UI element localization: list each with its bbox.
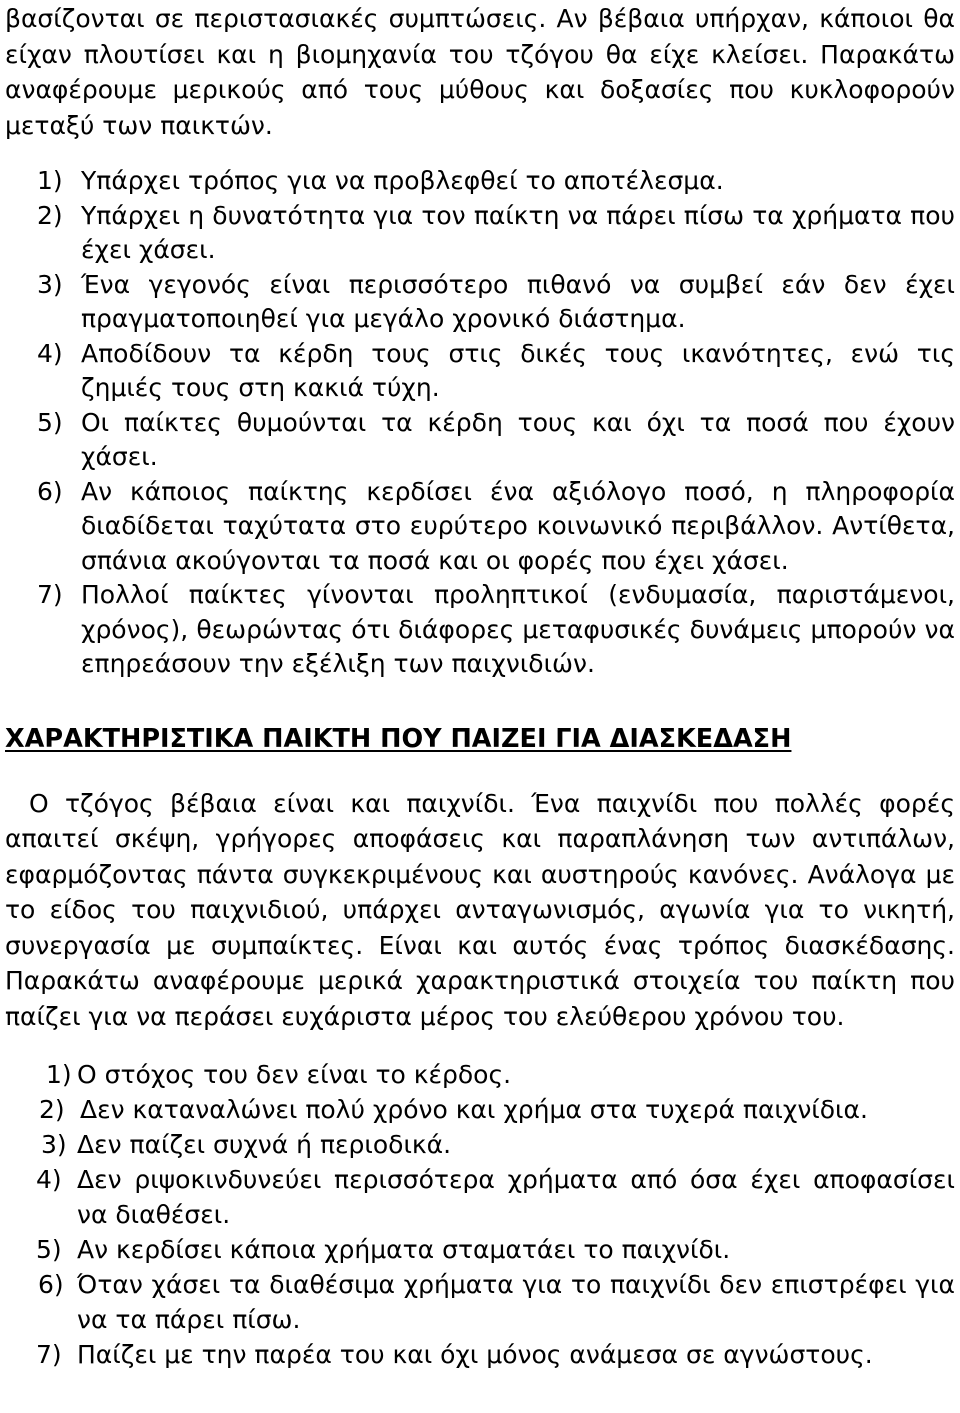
item-text: Αποδίδουν τα κέρδη τους στις δικές τους ικανότητες, ενώ τις ζημιές τους στη κακιά τύχη. [81,338,955,402]
item-text: Δεν παίζει συχνά ή περιοδικά. [77,1129,452,1159]
list-item [37,337,955,406]
list-item [5,1127,955,1162]
list-item [37,164,955,199]
item-number: 4) [37,338,63,368]
list-item [5,1337,955,1372]
intro-paragraph: βασίζονται σε περιστασιακές συμπτώσεις. Αν βέβαια υπήρχαν, κάποιοι θα είχαν πλουτίσει και η βιομηχανία του τζόγου θα είχε κλείσει. Παρακάτω αναφέρουμε μερικούς από τους μύθους και δοξασίες που κυκλοφορούν μεταξύ των παικτών. [5,4,955,140]
item-number: 4) [36,1164,62,1194]
item-number: 6) [37,476,63,506]
section-heading: ΧΑΡΑΚΤΗΡΙΣΤΙΚΑ ΠΑΙΚΤΗ ΠΟΥ ΠΑΙΖΕΙ ΓΙΑ ΔΙΑΣΚΕΔΑΣΗ [5,723,792,754]
item-text: Αν κερδίσει κάποια χρήματα σταματάει το παιχνίδι. [77,1234,731,1264]
traits-list [5,1057,955,1372]
section-body-paragraph: Ο τζόγος βέβαια είναι και παιχνίδι. Ένα παιχνίδι που πολλές φορές απαιτεί σκέψη, γρήγορες αποφάσεις και παραπλάνηση των αντιπάλων, εφαρμόζοντας πάντα συγκεκριμένους και αυστηρούς κανόνες. Ανάλογα με το είδος του παιχνιδιού, υπάρχει ανταγωνισμός, αγωνία για το νικητή, συνεργασία με συμπαίκτες. Είναι και αυτός ένας τρόπος διασκέδασης. Παρακάτω αναφέρουμε μερικά χαρακτηριστικά στοιχεία του παίκτη που παίζει για να περάσει ευχάριστα μέρος του ελεύθερου χρόνου του. [5,788,955,1032]
item-text: Ένα γεγονός είναι περισσότερο πιθανό να συμβεί εάν δεν έχει πραγματοποιηθεί για μεγάλο χρονικό διάστημα. [81,269,955,333]
list-item [37,406,955,475]
item-text: Παίζει με την παρέα του και όχι μόνος ανάμεσα σε αγνώστους. [77,1339,873,1369]
document-page [5,0,955,1372]
item-number: 5) [37,407,63,437]
item-text: Αν κάποιος παίκτης κερδίσει ένα αξιόλογο ποσό, η πληροφορία διαδίδεται ταχύτατα στο ευρύτερο κοινωνικό περιβάλλον. Αντίθετα, σπάνια ακούγονται τα ποσά και οι φορές που έχει χάσει. [81,476,955,575]
list-item [5,1267,955,1337]
item-number: 7) [37,580,63,609]
item-text: Δεν καταναλώνει πολύ χρόνο και χρήμα στα τυχερά παιχνίδια. [80,1094,868,1124]
item-text: Πολλοί παίκτες γίνονται προληπτικοί (ενδυμασία, παριστάμενοι, χρόνος), θεωρώντας ότι διάφορες μεταφυσικές δυνάμεις μπορούν να επηρεάσουν την εξέλιξη των παιχνιδιών. [81,580,955,678]
item-number: 3) [37,269,63,299]
item-text: Οι παίκτες θυμούνται τα κέρδη τους και όχι τα ποσά που έχουν χάσει. [81,407,955,471]
myths-list [37,164,955,682]
item-number: 1) [46,1059,72,1089]
item-text: Όταν χάσει τα διαθέσιμα χρήματα για το παιχνίδι δεν επιστρέφει για να τα πάρει πίσω. [77,1269,955,1334]
item-number: 6) [38,1269,64,1299]
item-number: 7) [36,1339,62,1369]
list-item [37,578,955,682]
item-number: 2) [37,200,63,230]
list-item [37,199,955,268]
item-text: Υπάρχει η δυνατότητα για τον παίκτη να πάρει πίσω τα χρήματα που έχει χάσει. [81,200,955,264]
list-item [5,1232,955,1267]
item-text: Δεν ριψοκινδυνεύει περισσότερα χρήματα από όσα έχει αποφασίσει να διαθέσει. [77,1164,955,1229]
list-item [37,268,955,337]
list-item [37,475,955,579]
list-item [5,1162,955,1232]
item-number: 3) [41,1129,67,1159]
item-number: 1) [37,166,63,195]
list-item [5,1057,955,1092]
item-number: 2) [39,1094,65,1124]
item-text: Υπάρχει τρόπος για να προβλεφθεί το αποτέλεσμα. [81,166,724,195]
item-text: Ο στόχος του δεν είναι το κέρδος. [77,1059,512,1089]
item-number: 5) [36,1234,62,1264]
list-item [5,1092,955,1127]
